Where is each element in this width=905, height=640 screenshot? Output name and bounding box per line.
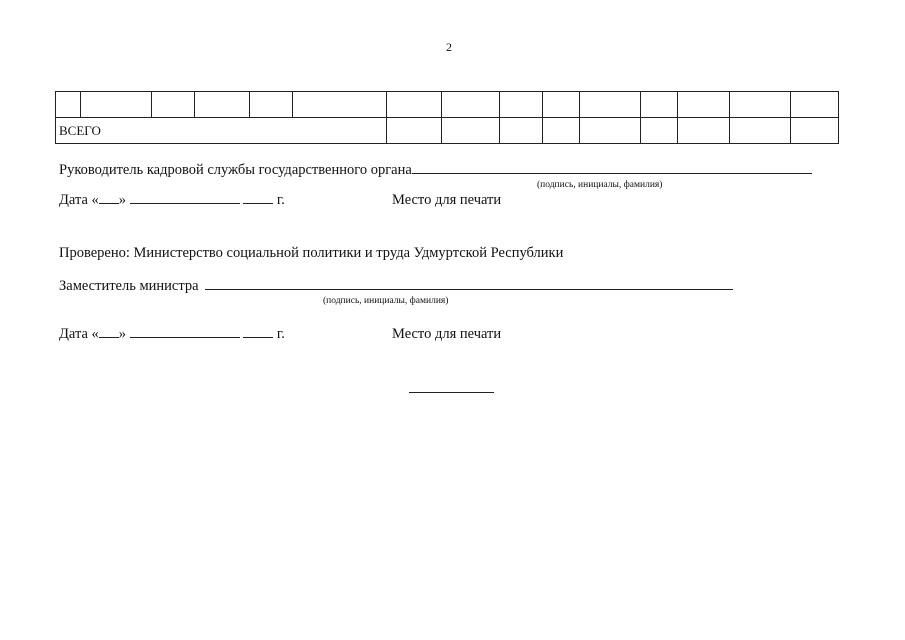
table-cell xyxy=(543,118,580,144)
table-cell xyxy=(387,92,442,118)
table-cell xyxy=(56,92,81,118)
year-blank xyxy=(243,337,273,338)
date-prefix: Дата « xyxy=(59,192,99,208)
hr-signature-blank xyxy=(412,173,812,174)
date-line-2 xyxy=(59,326,285,343)
table-cell xyxy=(293,92,387,118)
year-blank xyxy=(243,203,273,204)
date-close: » xyxy=(118,326,127,342)
table-cell xyxy=(442,92,500,118)
end-divider xyxy=(409,392,494,393)
date-prefix: Дата « xyxy=(59,326,99,342)
hr-head-line xyxy=(59,162,812,179)
table-cell xyxy=(387,118,442,144)
table-cell xyxy=(730,92,791,118)
table-cell xyxy=(730,118,791,144)
year-suffix: г. xyxy=(276,326,285,342)
table-cell xyxy=(791,92,839,118)
day-blank xyxy=(99,337,119,338)
table-cell xyxy=(678,118,730,144)
deputy-label: Заместитель министра xyxy=(59,278,199,294)
seal-label-1: Место для печати xyxy=(392,192,502,208)
date-close: » xyxy=(118,192,127,208)
seal-label-2: Место для печати xyxy=(392,326,502,342)
verified-line: Проверено: Министерство социальной политики и труда Удмуртской Республики xyxy=(59,245,564,261)
page-number: 2 xyxy=(446,40,452,54)
table-cell xyxy=(442,118,500,144)
day-blank xyxy=(99,203,119,204)
table-cell xyxy=(791,118,839,144)
table-cell xyxy=(580,118,641,144)
table-cell xyxy=(641,92,678,118)
table-cell xyxy=(81,92,152,118)
deputy-signature-hint: (подпись, инициалы, фамилия) xyxy=(323,296,449,306)
table-cell xyxy=(678,92,730,118)
summary-table xyxy=(55,91,839,144)
hr-signature-hint: (подпись, инициалы, фамилия) xyxy=(537,180,663,190)
deputy-signature-blank xyxy=(205,289,733,290)
table-row-blank xyxy=(56,92,839,118)
table-cell xyxy=(152,92,195,118)
month-blank xyxy=(130,337,240,338)
date-line-1 xyxy=(59,192,285,209)
table-cell xyxy=(580,92,641,118)
table-row-total xyxy=(56,118,839,144)
year-suffix: г. xyxy=(276,192,285,208)
table-cell xyxy=(500,92,543,118)
table-cell xyxy=(641,118,678,144)
total-label: ВСЕГО xyxy=(56,118,387,144)
table-cell xyxy=(195,92,250,118)
table-cell xyxy=(250,92,293,118)
month-blank xyxy=(130,203,240,204)
hr-head-label: Руководитель кадровой службы государственного органа xyxy=(59,162,412,178)
deputy-line xyxy=(59,278,733,295)
table-cell xyxy=(500,118,543,144)
table-cell xyxy=(543,92,580,118)
